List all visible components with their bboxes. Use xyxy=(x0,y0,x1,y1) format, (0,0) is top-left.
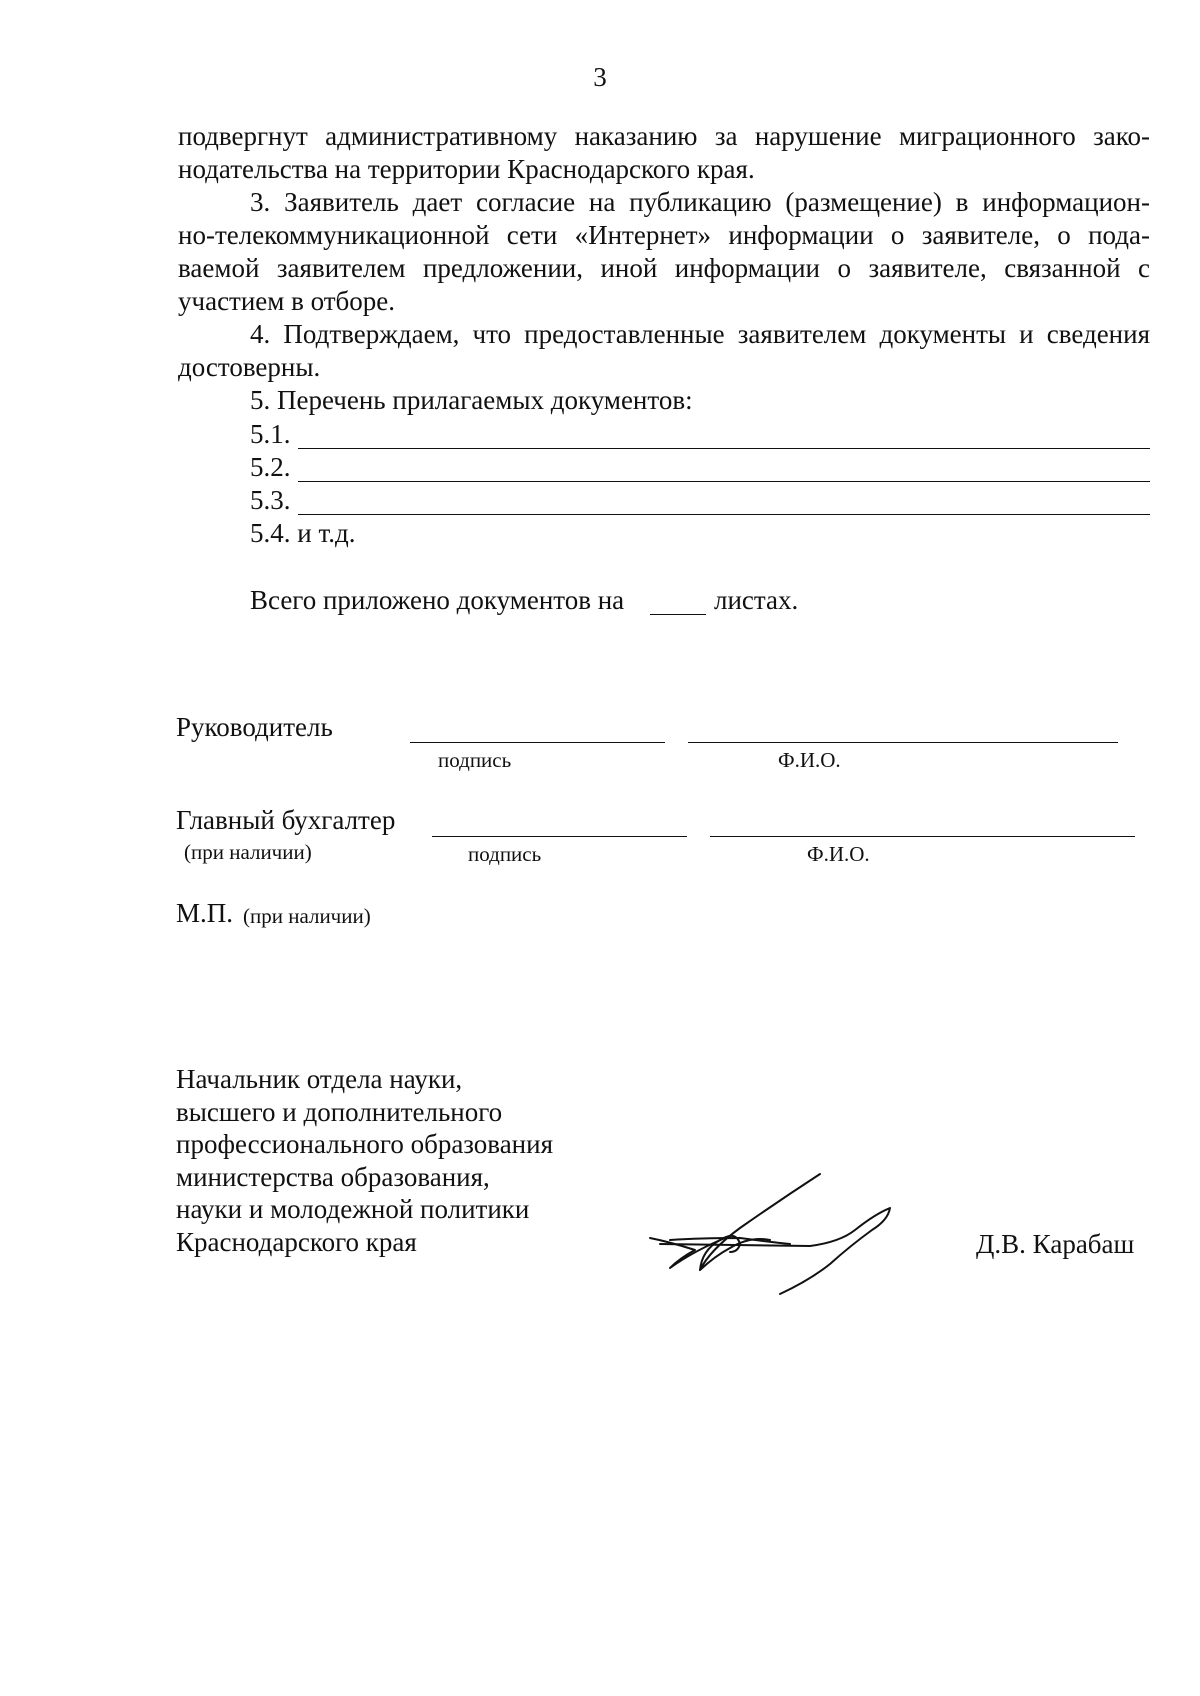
list-heading: 5. Перечень прилагаемых документов: xyxy=(250,385,693,415)
fill-line xyxy=(298,448,1150,449)
paragraph-line: достоверны. xyxy=(178,352,321,382)
list-item-label: 5.3. xyxy=(250,485,291,515)
position-line: Начальник отдела науки, xyxy=(176,1064,463,1094)
head-signature-line xyxy=(410,742,665,743)
position-line: министерства образования, xyxy=(176,1161,490,1192)
head-label: Руководитель xyxy=(176,712,333,742)
official-name: Д.В. Карабаш xyxy=(976,1229,1135,1259)
paragraph-line: 3. Заявитель дает согласие на публикацию (размещение) в информацион- xyxy=(250,187,1150,217)
paragraph-line: ваемой заявителем предложении, иной информации о заявителе, связанной с xyxy=(178,253,1150,283)
official-position xyxy=(176,1063,553,1258)
total-sheets-suffix: листах. xyxy=(714,585,799,615)
position-line: профессионального образования xyxy=(176,1129,553,1159)
head-name-caption: Ф.И.О. xyxy=(778,748,841,772)
sheets-count-blank xyxy=(650,614,706,615)
accountant-signature-line xyxy=(432,836,687,837)
paragraph-line: 4. Подтверждаем, что предоставленные заявителем документы и сведения xyxy=(250,319,1150,349)
paragraph-line: но-телекоммуникационной сети «Интернет» информации о заявителе, о пода- xyxy=(178,220,1150,250)
paragraph-line: нодательства на территории Краснодарского края. xyxy=(178,154,755,184)
handwritten-signature xyxy=(640,1170,920,1300)
position-line: Краснодарского края xyxy=(176,1226,417,1257)
list-item-label: 5.2. xyxy=(250,452,291,482)
head-name-line xyxy=(688,742,1118,743)
accountant-name-line xyxy=(710,836,1135,837)
position-line: науки и молодежной политики xyxy=(176,1194,530,1224)
fill-line xyxy=(298,514,1150,515)
seal-label: М.П. xyxy=(176,898,234,928)
paragraph-line: подвергнут административному наказанию за нарушение миграционного зако- xyxy=(178,121,1150,151)
head-signature-caption: подпись xyxy=(438,748,512,772)
accountant-signature-caption: подпись xyxy=(468,842,542,866)
list-item-label: 5.4. и т.д. xyxy=(250,518,356,548)
position-line: высшего и дополнительного xyxy=(176,1096,503,1127)
accountant-name-caption: Ф.И.О. xyxy=(807,842,870,866)
accountant-note: (при наличии) xyxy=(184,840,312,864)
list-item-label: 5.1. xyxy=(250,419,291,449)
seal-note: (при наличии) xyxy=(243,904,371,928)
paragraph-line: участием в отборе. xyxy=(178,286,396,316)
accountant-label: Главный бухгалтер xyxy=(176,805,396,835)
fill-line xyxy=(298,481,1150,482)
total-sheets-prefix: Всего приложено документов на xyxy=(250,585,625,615)
page-number: 3 xyxy=(593,62,607,92)
